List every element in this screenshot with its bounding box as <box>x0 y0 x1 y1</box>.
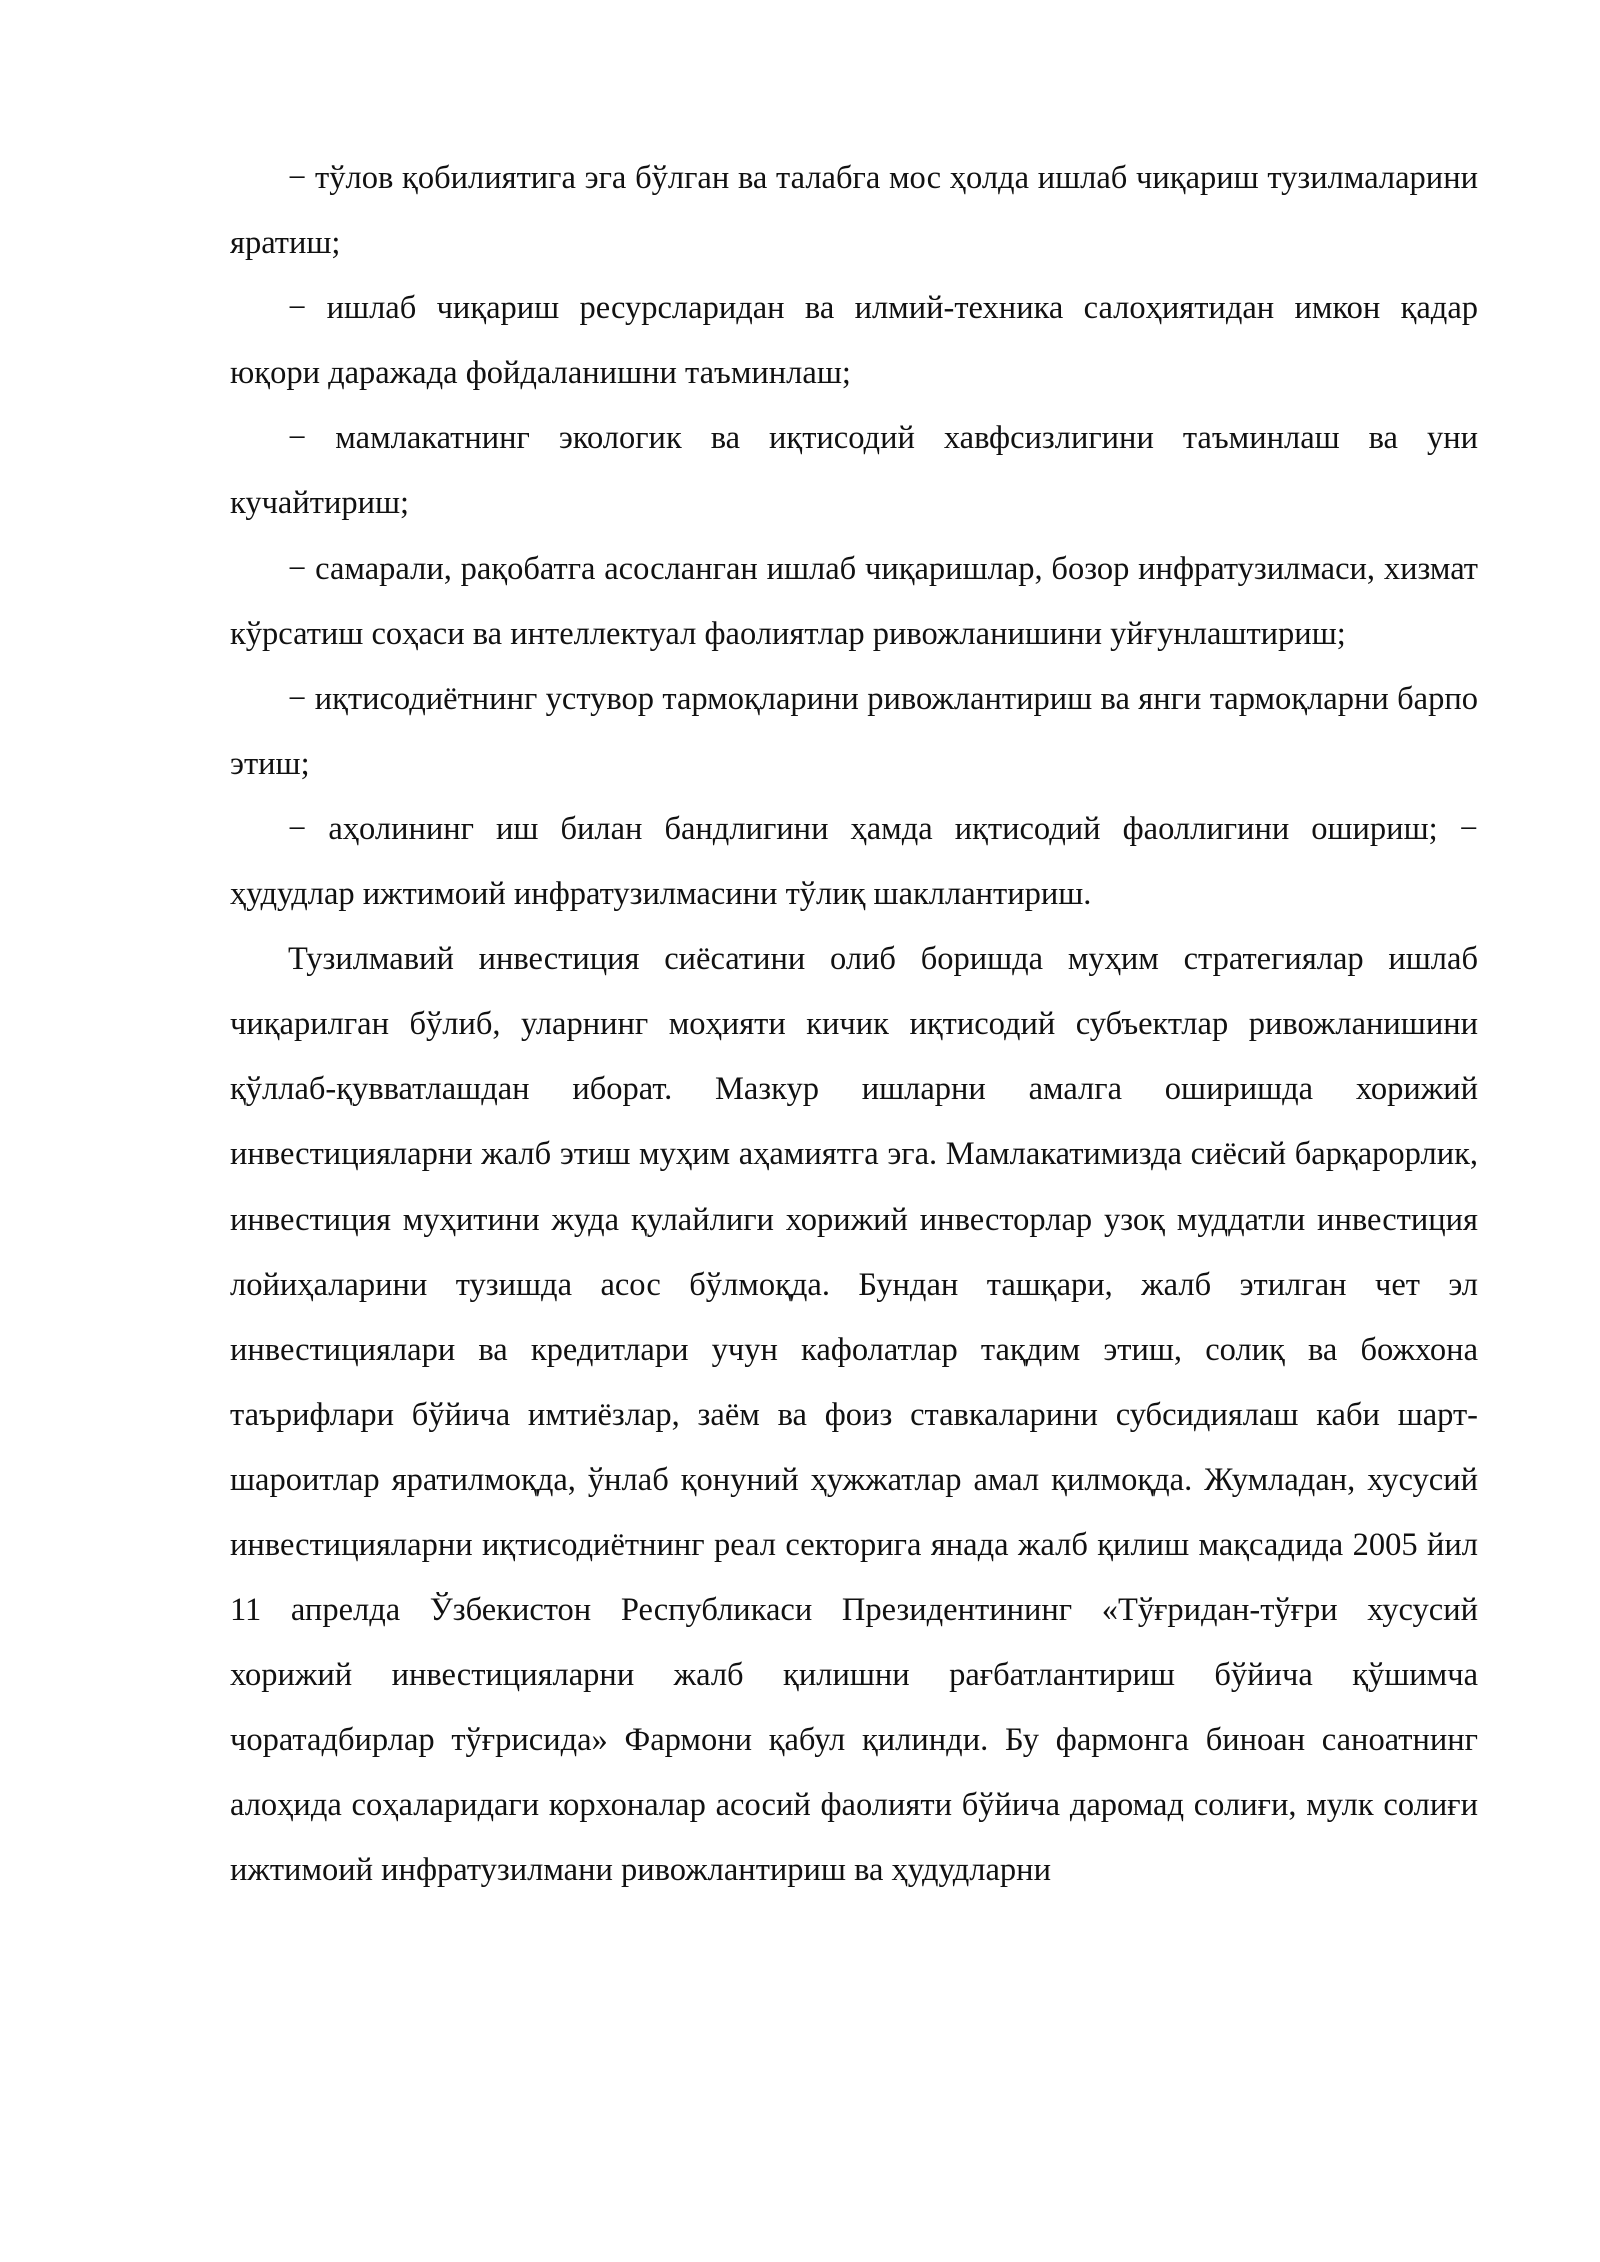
list-item: − тўлов қобилиятига эга бўлган ва талабга мос ҳолда ишлаб чиқариш тузилмаларини яратиш; <box>230 160 1478 262</box>
list-item: − мамлакатнинг экологик ва иқтисодий хавфсизлигини таъминлаш ва уни кучайтириш; <box>230 420 1478 522</box>
list-item: − самарали, рақобатга асосланган ишлаб чиқаришлар, бозор инфратузилмаси, хизмат кўрсатиш соҳаси ва интеллектуал фаолиятлар ривожланишини уйғунлаштириш; <box>230 550 1478 652</box>
document-body <box>230 146 1478 1904</box>
list-item: − аҳолининг иш билан бандлигини ҳамда иқтисодий фаоллигини ошириш; − ҳудудлар ижтимоий инфратузилмасини тўлиқ шакллантириш. <box>230 810 1478 913</box>
list-item: − ишлаб чиқариш ресурсларидан ва илмий-техника салоҳиятидан имкон қадар юқори даражада фойдаланишни таъминлаш; <box>230 290 1478 392</box>
main-paragraph: Тузилмавий инвестиция сиёсатини олиб боришда муҳим стратегиялар ишлаб чиқарилган бўлиб, уларнинг моҳияти кичик иқтисодий субъектлар ривожланишини қўллаб-қувватлашдан иборат. Мазкур ишларни амалга оширишда хорижий инвестицияларни жалб этиш муҳим аҳамиятга эга. Мамлакатимизда сиёсий барқарорлик, инвестиция муҳитини жуда қулайлиги хорижий инвесторлар узоқ муддатли инвестиция лойиҳаларини тузишда асос бўлмоқда. Бундан ташқари, жалб этилган чет эл инвестициялари ва кредитлари учун кафолатлар тақдим этиш, солиқ ва божхона таърифлари бўйича имтиёзлар, заём ва фоиз ставкаларини субсидиялаш каби шарт-шароитлар яратилмоқда, ўнлаб қонуний ҳужжатлар амал қилмоқда. Жумладан, хусусий инвестицияларни иқтисодиётнинг реал секторига янада жалб қилиш мақсадида 2005 йил 11 апрелда Ўзбекистон Республикаси Президентининг «Тўғридан-тўғри хусусий хорижий инвестицияларни жалб қилишни рағбатлантириш бўйича қўшимча чоратадбирлар тўғрисида» Фармони қабул қилинди. Бу фармонга биноан саноатнинг алоҳида соҳаларидаги корхоналар асосий фаолияти бўйича даромад солиғи, мулк солиғи ижтимоий инфратузилмани ривожлантириш ва ҳудудларни <box>230 941 1478 1889</box>
list-item: − иқтисодиётнинг устувор тармоқларини ривожлантириш ва янги тармоқларни барпо этиш; <box>230 680 1478 782</box>
